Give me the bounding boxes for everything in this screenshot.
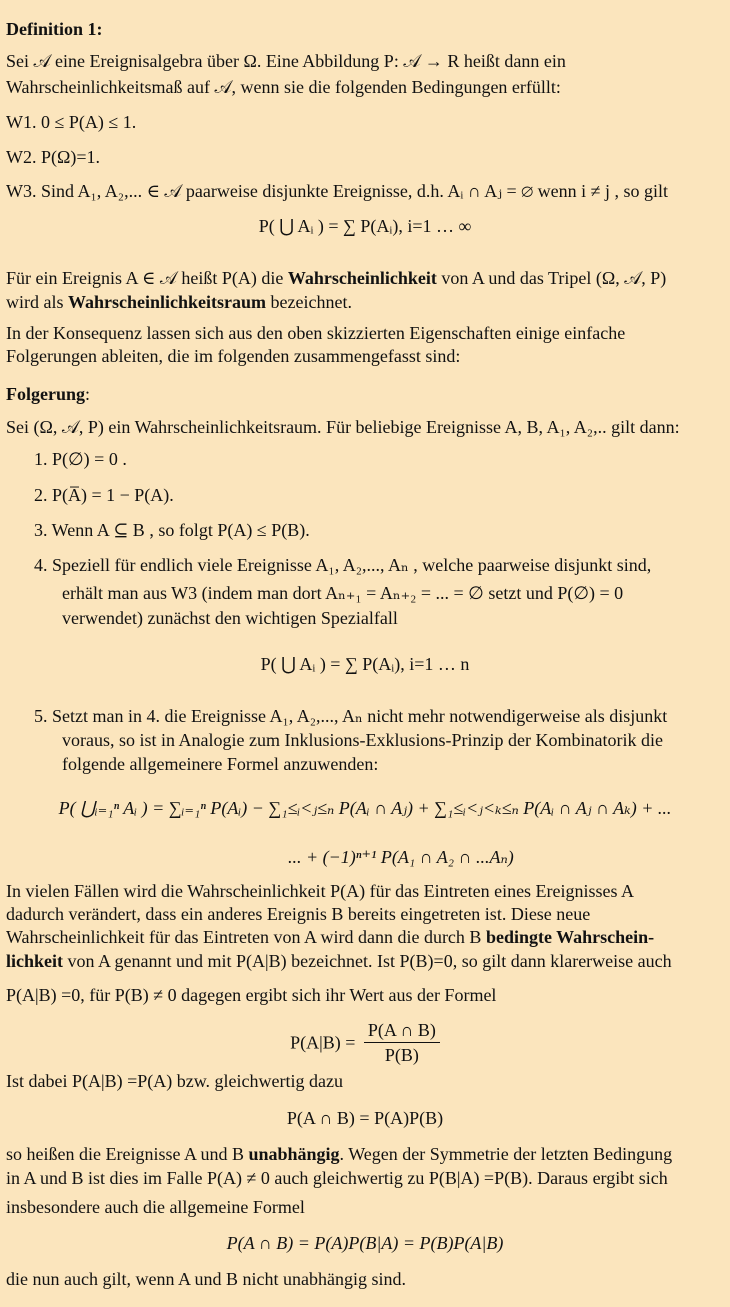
list-item: 4. Speziell für endlich viele Ereignisse A₁, A₂,..., Aₙ , welche paarweise disjunkt sind, [34,555,652,575]
text-line: Ist dabei P(A|B) =P(A) bzw. gleichwertig dazu [6,1071,343,1091]
list-item: 5. Setzt man in 4. die Ereignisse A₁, A₂,..., Aₙ nicht mehr notwendigerweise als disjunkt [34,706,668,726]
text-line: In vielen Fällen wird die Wahrscheinlichkeit P(A) für das Eintreten eines Ereignisses A [6,881,635,901]
fraction: $\frac{P(A \cap B)}{P(B)}$ [364,1018,440,1067]
list-item: 1. P(∅) = 0 . [34,449,127,469]
formula-inclusion-exclusion: P( ⋃ᵢ₌₁ⁿ Aᵢ ) = ∑ᵢ₌₁ⁿ P(Aᵢ) − ∑₁≤ᵢ<ⱼ≤ₙ P(Aᵢ ∩ Aⱼ) + ∑₁≤ᵢ<ⱼ<ₖ≤ₙ P(Aᵢ ∩ Aⱼ ∩ Aₖ) + ... [58,798,672,818]
text-line: Sei (Ω, 𝒜, P) ein Wahrscheinlichkeitsraum. Für beliebige Ereignisse A, B, A₁, A₂,.. gilt dann: [6,417,680,437]
condition-w1: W1. 0 ≤ P(A) ≤ 1. [6,112,137,132]
text-line: dadurch verändert, dass ein anderes Ereignis B bereits eingetreten ist. Diese neue [6,904,591,924]
formula-conditional-probability: P(A|B) = $\frac{P(A \cap B)}{P(B)}$ [0,1018,730,1067]
text-line: in A und B ist dies im Falle P(A) ≠ 0 auch gleichwertig zu P(B|A) =P(B). Daraus ergibt sich [6,1168,668,1188]
formula-multiplication-rule: P(A ∩ B) = P(A)P(B|A) = P(B)P(A|B) [226,1233,504,1253]
text-line: lichkeit von A genannt und mit P(A|B) bezeichnet. Ist P(B)=0, so gilt dann klarerweise auch [6,951,672,971]
condition-w3: W3. Sind A₁, A₂,... ∈ 𝒜 paarweise disjunkte Ereignisse, d.h. Aᵢ ∩ Aⱼ = ∅ wenn i ≠ j , so gilt [6,181,669,201]
text-line: Wahrscheinlichkeitsmaß auf 𝒜, wenn sie die folgenden Bedingungen erfüllt: [6,77,561,97]
formula-item4: P( ⋃ Aᵢ ) = ∑ P(Aᵢ), i=1 … n [260,654,470,674]
formula-w3: P( ⋃ Aᵢ ) = ∑ P(Aᵢ), i=1 … ∞ [258,216,472,236]
text-line: voraus, so ist in Analogie zum Inklusions-Exklusions-Prinzip der Kombinatorik die [62,730,663,750]
text-line: Folgerungen ableiten, die im folgenden zusammengefasst sind: [6,346,461,366]
text-line: erhält man aus W3 (indem man dort Aₙ₊₁ = Aₙ₊₂ = ... = ∅ setzt und P(∅) = 0 [62,583,624,603]
list-item: 2. P(A̅) = 1 − P(A). [34,485,174,505]
text-line: wird als Wahrscheinlichkeitsraum bezeichnet. [6,292,352,312]
text-line: Sei 𝒜 eine Ereignisalgebra über Ω. Eine Abbildung P: 𝒜 → R heißt dann ein [6,51,566,71]
folgerung-title: Folgerung: [6,384,91,404]
text-line: Für ein Ereignis A ∈ 𝒜 heißt P(A) die Wahrscheinlichkeit von A und das Tripel (Ω, 𝒜, P) [6,268,667,288]
text-line: folgende allgemeinere Formel anzuwenden: [62,754,379,774]
text-line: P(A|B) =0, für P(B) ≠ 0 dagegen ergibt sich ihr Wert aus der Formel [6,985,497,1005]
condition-w2: W2. P(Ω)=1. [6,147,101,167]
text-line: insbesondere auch die allgemeine Formel [6,1197,305,1217]
formula-inclusion-exclusion-cont: ... + (−1)ⁿ⁺¹ P(A₁ ∩ A₂ ∩ ...Aₙ) [288,847,514,867]
text-line: verwendet) zunächst den wichtigen Spezialfall [62,608,398,628]
text-line: Wahrscheinlichkeit für das Eintreten von A wird dann die durch B bedingte Wahrschein- [6,927,655,947]
formula-independence: P(A ∩ B) = P(A)P(B) [286,1108,444,1128]
text-line: so heißen die Ereignisse A und B unabhängig. Wegen der Symmetrie der letzten Bedingung [6,1144,673,1164]
text-line: In der Konsequenz lassen sich aus den oben skizzierten Eigenschaften einige einfache [6,323,626,343]
text-line: die nun auch gilt, wenn A und B nicht unabhängig sind. [6,1269,406,1289]
list-item: 3. Wenn A ⊆ B , so folgt P(A) ≤ P(B). [34,520,310,540]
definition-title: Definition 1: [6,19,103,39]
